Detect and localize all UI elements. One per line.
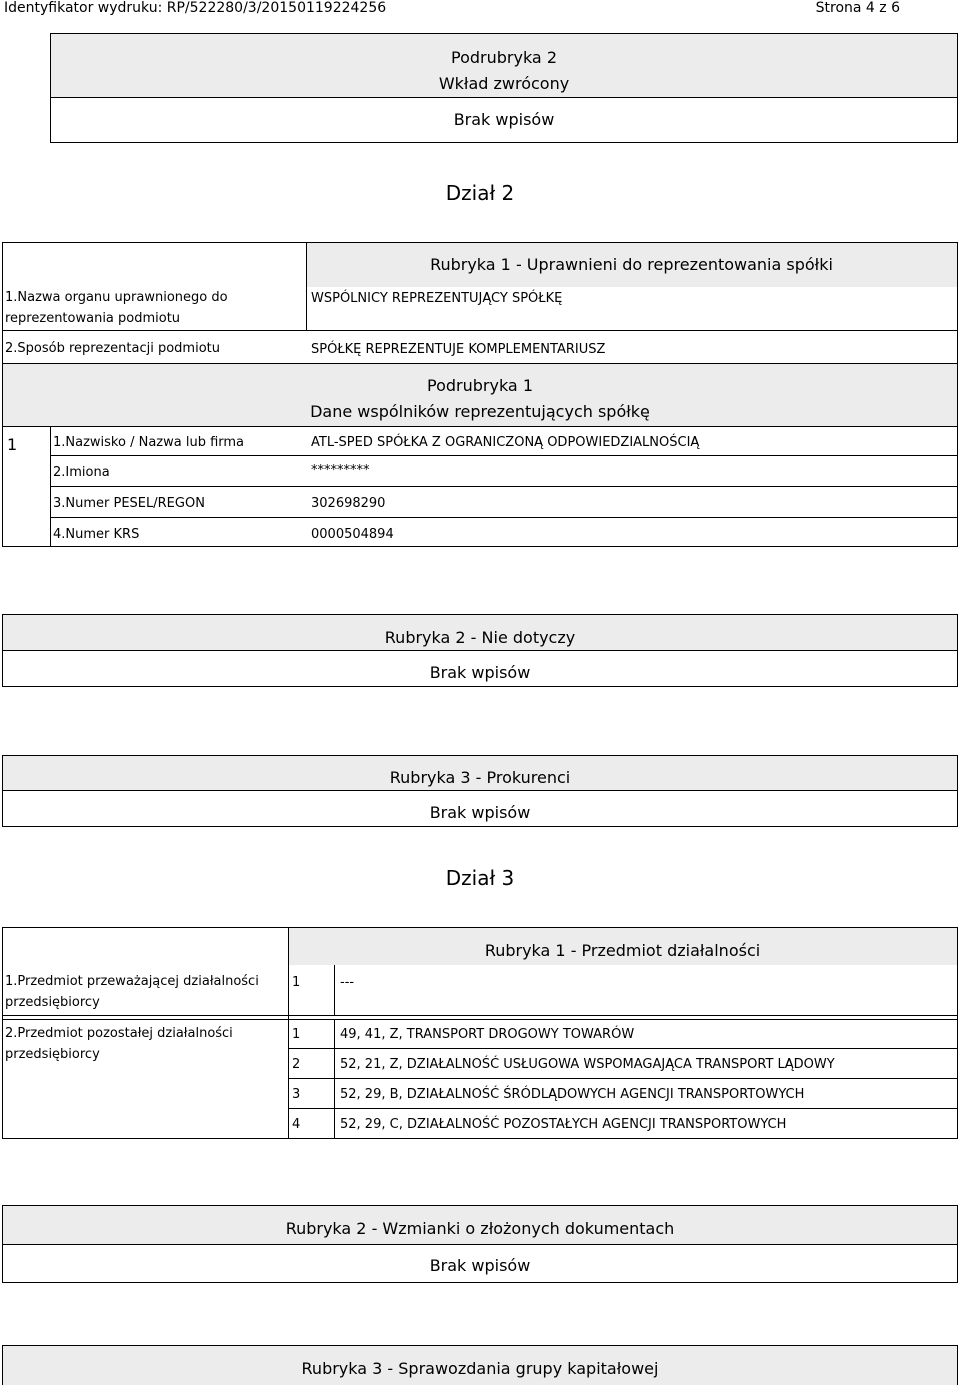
przewazajaca-no: 1 [292,975,301,990]
sprawozdania-header [2,1345,958,1385]
pozostala-no: 1 [292,1027,301,1042]
dzial3-rubryka1 [2,927,958,1139]
nazwisko-value: ATL-SPED SPÓŁKA Z OGRANICZONĄ ODPOWIEDZIALNOŚCIĄ [311,435,700,450]
dzial3-title: Dział 3 [445,866,515,890]
page-number: Strona 4 z 6 [815,0,900,16]
pozostala-text: 52, 29, C, DZIAŁALNOŚĆ POZOSTAŁYCH AGENCJI TRANSPORTOWYCH [340,1117,787,1132]
sprawozdania-title: Rubryka 3 - Sprawozdania grupy kapitałowej [301,1359,659,1378]
podrubryka2-empty: Brak wpisów [453,110,555,129]
rubryka3-header [2,755,958,791]
przedmiot-title: Rubryka 1 - Przedmiot działalności [484,941,761,960]
rubryka2-title: Rubryka 2 - Nie dotyczy [384,628,576,647]
imiona-label: 2.Imiona [53,465,110,480]
podrubryka2-header [50,33,958,98]
pesel-value: 302698290 [311,496,386,511]
podrubryka1-title: Podrubryka 1 [427,376,533,395]
wzmianki-title: Rubryka 2 - Wzmianki o złożonych dokumentach [285,1219,675,1238]
rubryka2-header [2,614,958,651]
pozostala-text: 52, 29, B, DZIAŁALNOŚĆ ŚRÓDLĄDOWYCH AGENCJI TRANSPORTOWYCH [340,1087,805,1102]
pozostala-no: 3 [292,1087,301,1102]
rubryka3-body [2,791,958,827]
krs-label: 4.Numer KRS [53,527,140,542]
podrubryka1-subtitle: Dane wspólników reprezentujących spółkę [310,402,650,421]
krs-value: 0000504894 [311,527,394,542]
rubryka2-empty: Brak wpisów [429,663,531,682]
pesel-label: 3.Numer PESEL/REGON [53,496,205,511]
pozostala-no: 2 [292,1057,301,1072]
imiona-value: ********* [311,463,370,478]
przedmiot-header [288,928,957,965]
dzial2-rubryka1 [2,242,958,547]
organ-label: 1.Nazwa organu uprawnionego do reprezentowania podmiotu [5,290,228,326]
nazwisko-label: 1.Nazwisko / Nazwa lub firma [53,435,245,450]
pozostala-text: 49, 41, Z, TRANSPORT DROGOWY TOWARÓW [340,1027,635,1042]
rubryka3-empty: Brak wpisów [429,803,531,822]
sposob-value: SPÓŁKĘ REPREZENTUJE KOMPLEMENTARIUSZ [311,342,606,357]
wzmianki-header [2,1205,958,1245]
organ-value: WSPÓLNICY REPREZENTUJĄCY SPÓŁKĘ [311,291,563,306]
pozostala-no: 4 [292,1117,301,1132]
wzmianki-empty: Brak wpisów [429,1256,531,1275]
wzmianki-body [2,1245,958,1283]
podrubryka1-header [3,363,957,427]
podrubryka2-subtitle: Wkład zwrócony [438,74,570,93]
rubryka1-title: Rubryka 1 - Uprawnieni do reprezentowania spółki [430,255,833,274]
rubryka1-header [306,243,957,287]
rubryka2-body [2,651,958,687]
podrubryka2-title: Podrubryka 2 [451,48,557,67]
przewazajaca-text: --- [340,975,355,990]
przewazajaca-label: 1.Przedmiot przeważającej działalności przedsiębiorcy [5,974,259,1010]
rubryka3-title: Rubryka 3 - Prokurenci [389,768,571,787]
sposob-label: 2.Sposób reprezentacji podmiotu [5,341,220,356]
wspolnik-index: 1 [7,435,18,454]
dzial2-title: Dział 2 [445,181,515,205]
pozostala-label: 2.Przedmiot pozostałej działalności przedsiębiorcy [5,1026,233,1062]
podrubryka2-body [50,98,958,143]
print-identifier: Identyfikator wydruku: RP/522280/3/20150119224256 [4,0,387,16]
pozostala-text: 52, 21, Z, DZIAŁALNOŚĆ USŁUGOWA WSPOMAGAJĄCA TRANSPORT LĄDOWY [340,1057,835,1072]
